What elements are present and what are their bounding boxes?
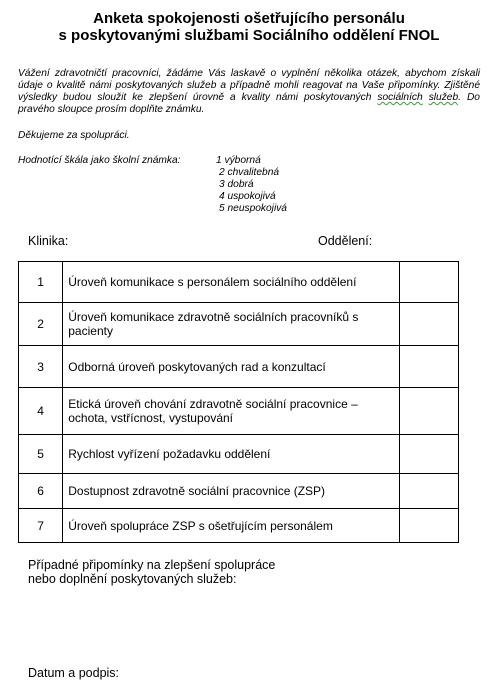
scale-item: 4 uspokojivá [219, 191, 276, 202]
table-row [19, 303, 459, 346]
oddeleni-field-label[interactable]: Oddělení: [318, 234, 373, 248]
rating-cell[interactable] [400, 262, 459, 303]
rating-table [18, 261, 459, 543]
question-number: 4 [19, 388, 63, 435]
table-row [19, 435, 459, 474]
table-row [19, 388, 459, 435]
question-text: Dostupnost zdravotně sociální pracovnice (ZSP) [63, 474, 400, 509]
table-row [19, 474, 459, 509]
question-text: Úroveň komunikace s personálem sociálního oddělení [63, 262, 400, 303]
scale-item: 3 dobrá [219, 179, 254, 190]
intro-text-end: . Do pravého sloupce prosím doplňte známku. [18, 92, 480, 115]
intro-word-sluzeb: služeb [428, 92, 459, 103]
question-text: Rychlost vyřízení požadavku oddělení [63, 435, 400, 474]
remarks-label-line-2: nebo doplnění poskytovaných služeb: [28, 572, 237, 586]
rating-cell[interactable] [400, 509, 459, 543]
scale-item: 1 výborná [216, 155, 261, 166]
intro-word-socialnich: sociálních [377, 92, 423, 103]
title-line-1: Anketa spokojenosti ošetřujícího personálu [93, 10, 405, 27]
question-number: 6 [19, 474, 63, 509]
remarks-field[interactable] [28, 558, 275, 586]
title-line-2: s poskytovanými službami Sociálního oddělení FNOL [58, 27, 440, 44]
signature-field-label[interactable]: Datum a podpis: [28, 666, 120, 680]
table-row [19, 262, 459, 303]
question-number: 7 [19, 509, 63, 543]
rating-cell[interactable] [400, 435, 459, 474]
klinika-field-label[interactable]: Klinika: [28, 234, 69, 248]
scale-item: 2 chvalitebná [219, 167, 280, 178]
rating-cell[interactable] [400, 388, 459, 435]
scale-label: Hodnotící škála jako školní známka: [18, 155, 181, 166]
intro-paragraph [18, 68, 480, 116]
question-number: 1 [19, 262, 63, 303]
table-row [19, 346, 459, 388]
thanks-text: Děkujeme za spolupráci. [18, 130, 130, 141]
question-text: Úroveň komunikace zdravotně sociálních pracovníků s pacienty [63, 303, 400, 346]
intro-text: Vážení zdravotničtí pracovníci, žádáme Vás laskavě o vyplnění několika otázek, abychom získali údaje o kvalitě námi poskytovaných služeb a případně mohli reagovat na Vaše připomínky. Zjištěné výsledky budou sloužit ke zlepšení úrovně a kvality námi poskytovaných [18, 68, 480, 103]
document-title [0, 10, 498, 44]
scale-item: 5 neuspokojivá [219, 203, 287, 214]
question-number: 2 [19, 303, 63, 346]
question-text: Odborná úroveň poskytovaných rad a konzultací [63, 346, 400, 388]
scale-list [216, 155, 287, 215]
remarks-label-line-1: Případné připomínky na zlepšení spolupráce [28, 558, 276, 572]
question-text: Etická úroveň chování zdravotně sociální pracovnice – ochota, vstřícnost, vystupování [63, 388, 400, 435]
rating-cell[interactable] [400, 346, 459, 388]
table-row [19, 509, 459, 543]
rating-cell[interactable] [400, 474, 459, 509]
question-number: 3 [19, 346, 63, 388]
question-text: Úroveň spolupráce ZSP s ošetřujícím personálem [63, 509, 400, 543]
rating-cell[interactable] [400, 303, 459, 346]
question-number: 5 [19, 435, 63, 474]
